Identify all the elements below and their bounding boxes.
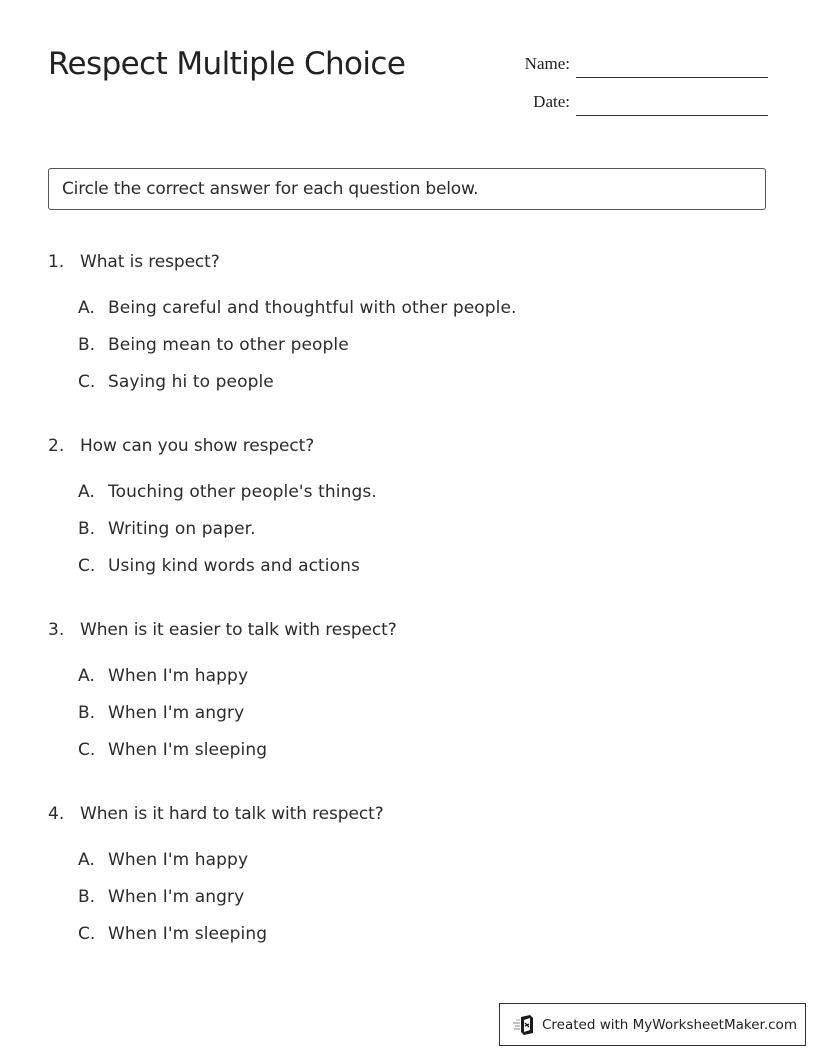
option-text: When I'm sleeping — [108, 740, 268, 760]
date-field[interactable] — [576, 115, 768, 116]
question-4 — [48, 804, 768, 944]
footer-credit[interactable] — [499, 1003, 806, 1046]
question-heading — [48, 620, 768, 646]
question-heading — [48, 252, 768, 278]
option-text: When I'm angry — [108, 887, 245, 907]
question-3 — [48, 620, 768, 760]
option-letter: C. — [78, 372, 96, 392]
question-heading — [48, 436, 768, 462]
instructions-text: Circle the correct answer for each question below. — [62, 179, 479, 199]
question-text: How can you show respect? — [80, 436, 315, 456]
question-number: 1. — [48, 252, 65, 272]
question-text: When is it easier to talk with respect? — [80, 620, 397, 640]
question-1 — [48, 252, 768, 392]
option-text: Being mean to other people — [108, 335, 349, 355]
name-label: Name: — [524, 54, 570, 73]
question-number: 2. — [48, 436, 65, 456]
option-text: Saying hi to people — [108, 372, 274, 392]
question-heading — [48, 804, 768, 830]
option-letter: B. — [78, 887, 96, 907]
option-text: When I'm angry — [108, 703, 245, 723]
worksheet-logo-icon — [512, 1014, 536, 1036]
option-text: When I'm happy — [108, 850, 249, 870]
option-letter: C. — [78, 740, 96, 760]
option-letter: B. — [78, 703, 96, 723]
option-letter: A. — [78, 298, 95, 318]
name-field[interactable] — [576, 77, 768, 78]
option-letter: C. — [78, 556, 96, 576]
option-letter: B. — [78, 335, 96, 355]
option-letter: A. — [78, 850, 95, 870]
option-text: Being careful and thoughtful with other people. — [108, 298, 517, 318]
footer-text: Created with MyWorksheetMaker.com — [542, 1016, 797, 1033]
option-text: Writing on paper. — [108, 519, 256, 539]
instructions-box — [48, 168, 766, 210]
option-text: When I'm sleeping — [108, 924, 268, 944]
option-text: When I'm happy — [108, 666, 249, 686]
date-field-row — [500, 90, 768, 116]
name-field-row — [500, 52, 768, 78]
option-letter: B. — [78, 519, 96, 539]
date-label: Date: — [533, 92, 570, 111]
question-2 — [48, 436, 768, 576]
page-title: Respect Multiple Choice — [48, 46, 406, 82]
question-text: What is respect? — [80, 252, 220, 272]
option-letter: A. — [78, 666, 95, 686]
question-text: When is it hard to talk with respect? — [80, 804, 384, 824]
question-number: 3. — [48, 620, 65, 640]
option-text: Touching other people's things. — [108, 482, 377, 502]
option-letter: C. — [78, 924, 96, 944]
option-text: Using kind words and actions — [108, 556, 360, 576]
question-number: 4. — [48, 804, 65, 824]
option-letter: A. — [78, 482, 95, 502]
